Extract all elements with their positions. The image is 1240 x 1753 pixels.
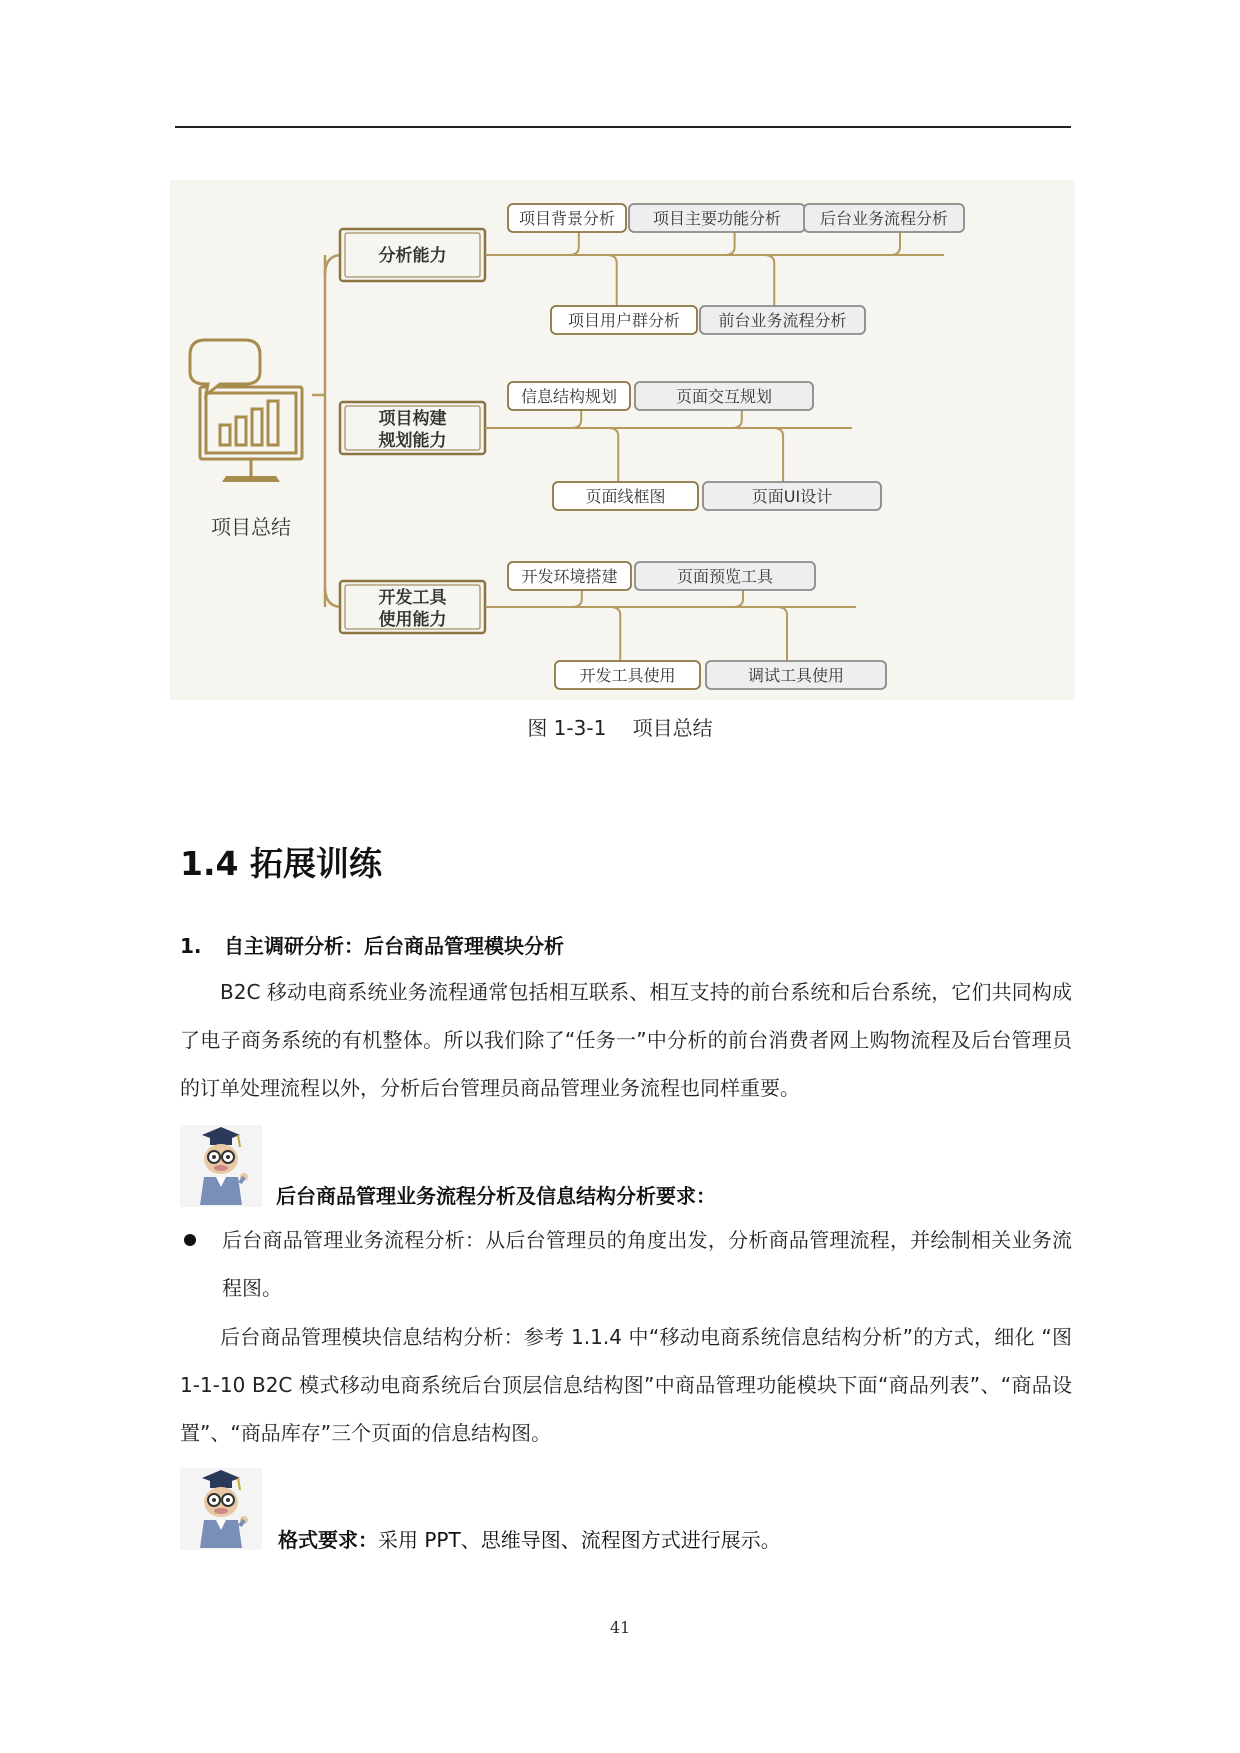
node-label: 页面UI设计 (751, 487, 833, 506)
paragraph-intro: B2C 移动电商系统业务流程通常包括相互联系、相互支持的前台系统和后台系统，它们共同构成了电子商务系统的有机整体。所以我们除了“任务一”中分析的前台消费者网上购物流程及后台管理员的订单处理流程以外，分析后台管理员商品管理业务流程也同样重要。 (180, 980, 1072, 1100)
node-label: 开发环境搭建 (521, 567, 618, 586)
subsection-heading (180, 930, 564, 959)
root-label: 项目总结 (211, 515, 291, 539)
branch-label: 项目构建 (378, 409, 447, 429)
branch-label: 使用能力 (378, 610, 447, 630)
node-label: 信息结构规划 (520, 387, 618, 406)
node-label: 项目背景分析 (518, 209, 616, 228)
diagram-background (170, 180, 1075, 700)
branch-label: 分析能力 (378, 246, 447, 266)
node-label: 项目主要功能分析 (652, 209, 782, 228)
header-rule (175, 126, 1071, 128)
branch-label: 开发工具 (378, 588, 447, 608)
node-label: 调试工具使用 (747, 666, 845, 685)
tip-requirements (276, 1180, 716, 1209)
figure-title: 项目总结 (632, 716, 713, 740)
mind-map-diagram (170, 180, 1075, 700)
node-label: 后台业务流程分析 (819, 209, 949, 228)
professor-avatar-icon (180, 1468, 262, 1550)
node-label: 页面预览工具 (676, 567, 774, 586)
paragraph-structure: 后台商品管理模块信息结构分析：参考 1.1.4 中“移动电商系统信息结构分析”的方式，细化 “图 1-1-10 B2C 模式移动电商系统后台顶层信息结构图”中商品管理功能模块下面“商品列表”、“商品设置”、“商品库存”三个页面的信息结构图。 (180, 1325, 1072, 1445)
node-label: 页面交互规划 (675, 387, 773, 406)
node-label: 页面线框图 (585, 487, 666, 506)
subsection-number: 1. (180, 934, 202, 958)
figure-number: 图 1-3-1 (527, 716, 607, 740)
bullet-item-process: 后台商品管理业务流程分析：从后台管理员的角度出发，分析商品管理流程，并绘制相关业务流程图。 (222, 1228, 1072, 1300)
figure-caption (0, 712, 1240, 741)
subsection-title: 自主调研分析：后台商品管理模块分析 (224, 934, 564, 958)
bullet-dot (184, 1234, 196, 1246)
node-label: 前台业务流程分析 (718, 311, 847, 330)
tip-requirements-text: 后台商品管理业务流程分析及信息结构分析要求： (276, 1184, 716, 1208)
tip-format (278, 1524, 781, 1553)
tip-format-label: 格式要求： (278, 1528, 378, 1552)
node-label: 项目用户群分析 (567, 311, 681, 330)
branch-label: 规划能力 (378, 431, 447, 451)
page-number: 41 (609, 1618, 631, 1637)
node-label: 开发工具使用 (579, 666, 676, 685)
section-heading: 1.4 拓展训练 (180, 844, 382, 883)
tip-format-text: 采用 PPT、思维导图、流程图方式进行展示。 (378, 1528, 781, 1552)
professor-avatar-icon (180, 1125, 262, 1207)
